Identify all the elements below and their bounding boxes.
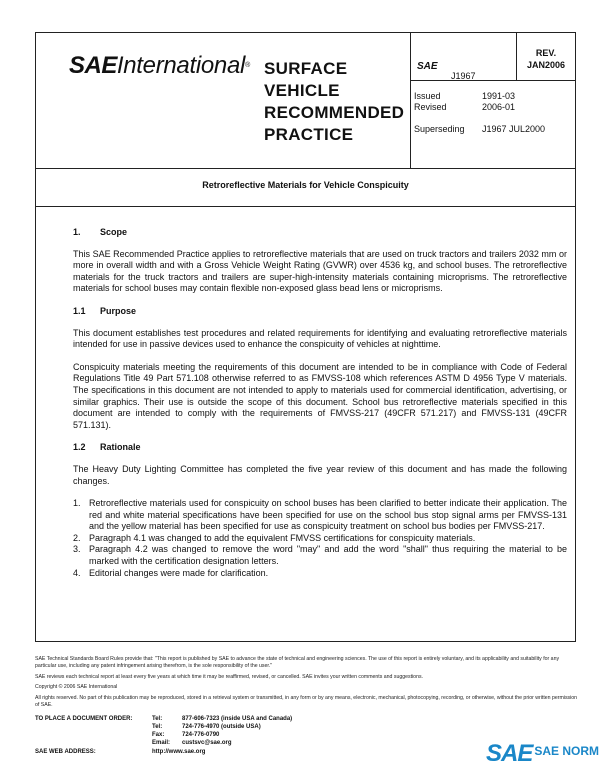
tel-label: Tel:: [152, 724, 163, 730]
revision-date: JAN2006: [526, 60, 566, 70]
list-item: 4. Editorial changes were made for clarification.: [73, 567, 269, 578]
title-line: RECOMMENDED: [264, 103, 405, 122]
subtitle-divider: [36, 206, 575, 207]
fax-value: 724-776-0790: [182, 732, 220, 738]
tel-value: 724-776-4970 (outside USA): [182, 724, 261, 730]
footer-copyright: Copyright © 2006 SAE International: [35, 684, 118, 691]
issued-label: Issued: [414, 91, 441, 101]
fax-label: Fax:: [152, 732, 165, 738]
email-link[interactable]: custsvc@sae.org: [182, 740, 232, 746]
revision-label: REV.: [535, 48, 557, 58]
header-divider: [516, 33, 517, 80]
watermark-text: SAE NORM: [534, 744, 600, 758]
sae-small-logo: SAE: [417, 61, 438, 72]
header-divider: [36, 168, 575, 169]
section-heading: 1.1 Purpose: [73, 305, 137, 316]
purpose-paragraph: Conspicuity materials meeting the requirements of this document are intended to be in compliance with Code of Federal Regulations Title 49 Part 571.108 otherwise referred to as FMVSS-108 which references ASTM D 4956 Type V materials. The specifications in this document are not intended to apply to materials used for commercial identification, advertising, or similar graphics. Their use is outside the scope of this document. School bus retroreflective materials specified in this document are intended to comply with the requirements of FMVSS-217 (49CFR 571.217) and FMVSS-131 (49CFR 571.131).: [73, 361, 567, 430]
document-subtitle: Retroreflective Materials for Vehicle Conspicuity: [202, 180, 409, 190]
sae-norm-watermark: [486, 740, 599, 768]
section-heading: 1.2 Rationale: [73, 442, 141, 453]
issued-value: 1991-03: [482, 91, 516, 101]
document-number: J1967: [451, 71, 476, 81]
document-header: [36, 33, 575, 168]
header-divider: [410, 33, 411, 168]
title-line: PRACTICE: [264, 125, 354, 144]
changes-list: [73, 498, 567, 579]
footer-rights-text: All rights reserved. No part of this publication may be reproduced, stored in a retrieval system or transmitted, in any form or by any means, electronic, mechanical, photocopying, recording, or otherwise, without the prior written permission of SAE.: [35, 695, 578, 708]
section-heading: 1. Scope: [73, 227, 128, 237]
email-label: Email:: [152, 740, 171, 746]
superseding-label: Superseding: [414, 124, 465, 134]
document-body: [73, 227, 567, 579]
revised-value: 2006-01: [482, 102, 516, 112]
tel-value: 877-606-7323 (inside USA and Canada): [182, 716, 293, 722]
list-item: 1. Retroreflective materials used for conspicuity on school buses has been clarified to better indicate their application. The red and white material specifications have been specified for use on the school bus stop signal arms per FMVSS-131 and the yellow material has been specified for use as conspicuity treatment on school bus bodies per FMVSS-217.: [73, 498, 567, 532]
sae-international-logo: SAEInternational®: [69, 52, 251, 79]
legal-footer: [35, 656, 580, 713]
revised-label: Revised: [414, 102, 447, 112]
tel-label: Tel:: [152, 716, 163, 722]
list-item: 3. Paragraph 4.2 was changed to remove the word "may" and add the word "shall" thus requiring the material to be marked with the certification designation letters.: [73, 544, 567, 567]
web-link[interactable]: http://www.sae.org: [152, 749, 206, 755]
document-frame: [35, 32, 576, 642]
footer-rules-text: SAE Technical Standards Board Rules provide that: "This report is published by SAE to advance the state of technical and engineering sciences. The use of this report is entirely voluntary, and its applicability and suitability for any particular use, including any patent infringement arising therefrom, is the sole responsibility of the user.": [35, 656, 560, 669]
title-line: SURFACE: [264, 59, 348, 78]
order-label: TO PLACE A DOCUMENT ORDER:: [35, 716, 133, 722]
revision-block: [520, 47, 572, 71]
superseding-value: J1967 JUL2000: [482, 124, 546, 134]
purpose-paragraph: This document establishes test procedures and related requirements for identifying and evaluating retroreflective materials intended for use in passive devices used to enhance the conspicuity of vehicles at nighttime.: [73, 327, 567, 350]
title-line: VEHICLE: [264, 81, 340, 100]
watermark-logo: SAE: [486, 740, 533, 767]
header-divider: [410, 80, 575, 81]
web-label: SAE WEB ADDRESS:: [35, 749, 96, 755]
rationale-paragraph: The Heavy Duty Lighting Committee has completed the five year review of this document and has made the following changes.: [73, 463, 567, 486]
document-type-title: [264, 58, 404, 146]
list-item: 2. Paragraph 4.1 was changed to add the equivalent FMVSS certifications for conspicuity materials.: [73, 532, 476, 543]
scope-paragraph: This SAE Recommended Practice applies to retroreflective materials that are used on truck tractors and trailers 2032 mm or more in overall width and with a Gross Vehicle Weight Rating (GVWR) over 4536 kg, and school buses. The retroreflective materials for the truck tractors and trailers are super-high-intensity materials containing microprisms. The retroreflective materials for school buses may contain flexible non-exposed glass bead lens or microprisms.: [73, 248, 567, 294]
footer-review-text: SAE reviews each technical report at least every five years at which time it may be reaffirmed, revised, or cancelled. SAE invites your written comments and suggestions.: [35, 673, 423, 680]
